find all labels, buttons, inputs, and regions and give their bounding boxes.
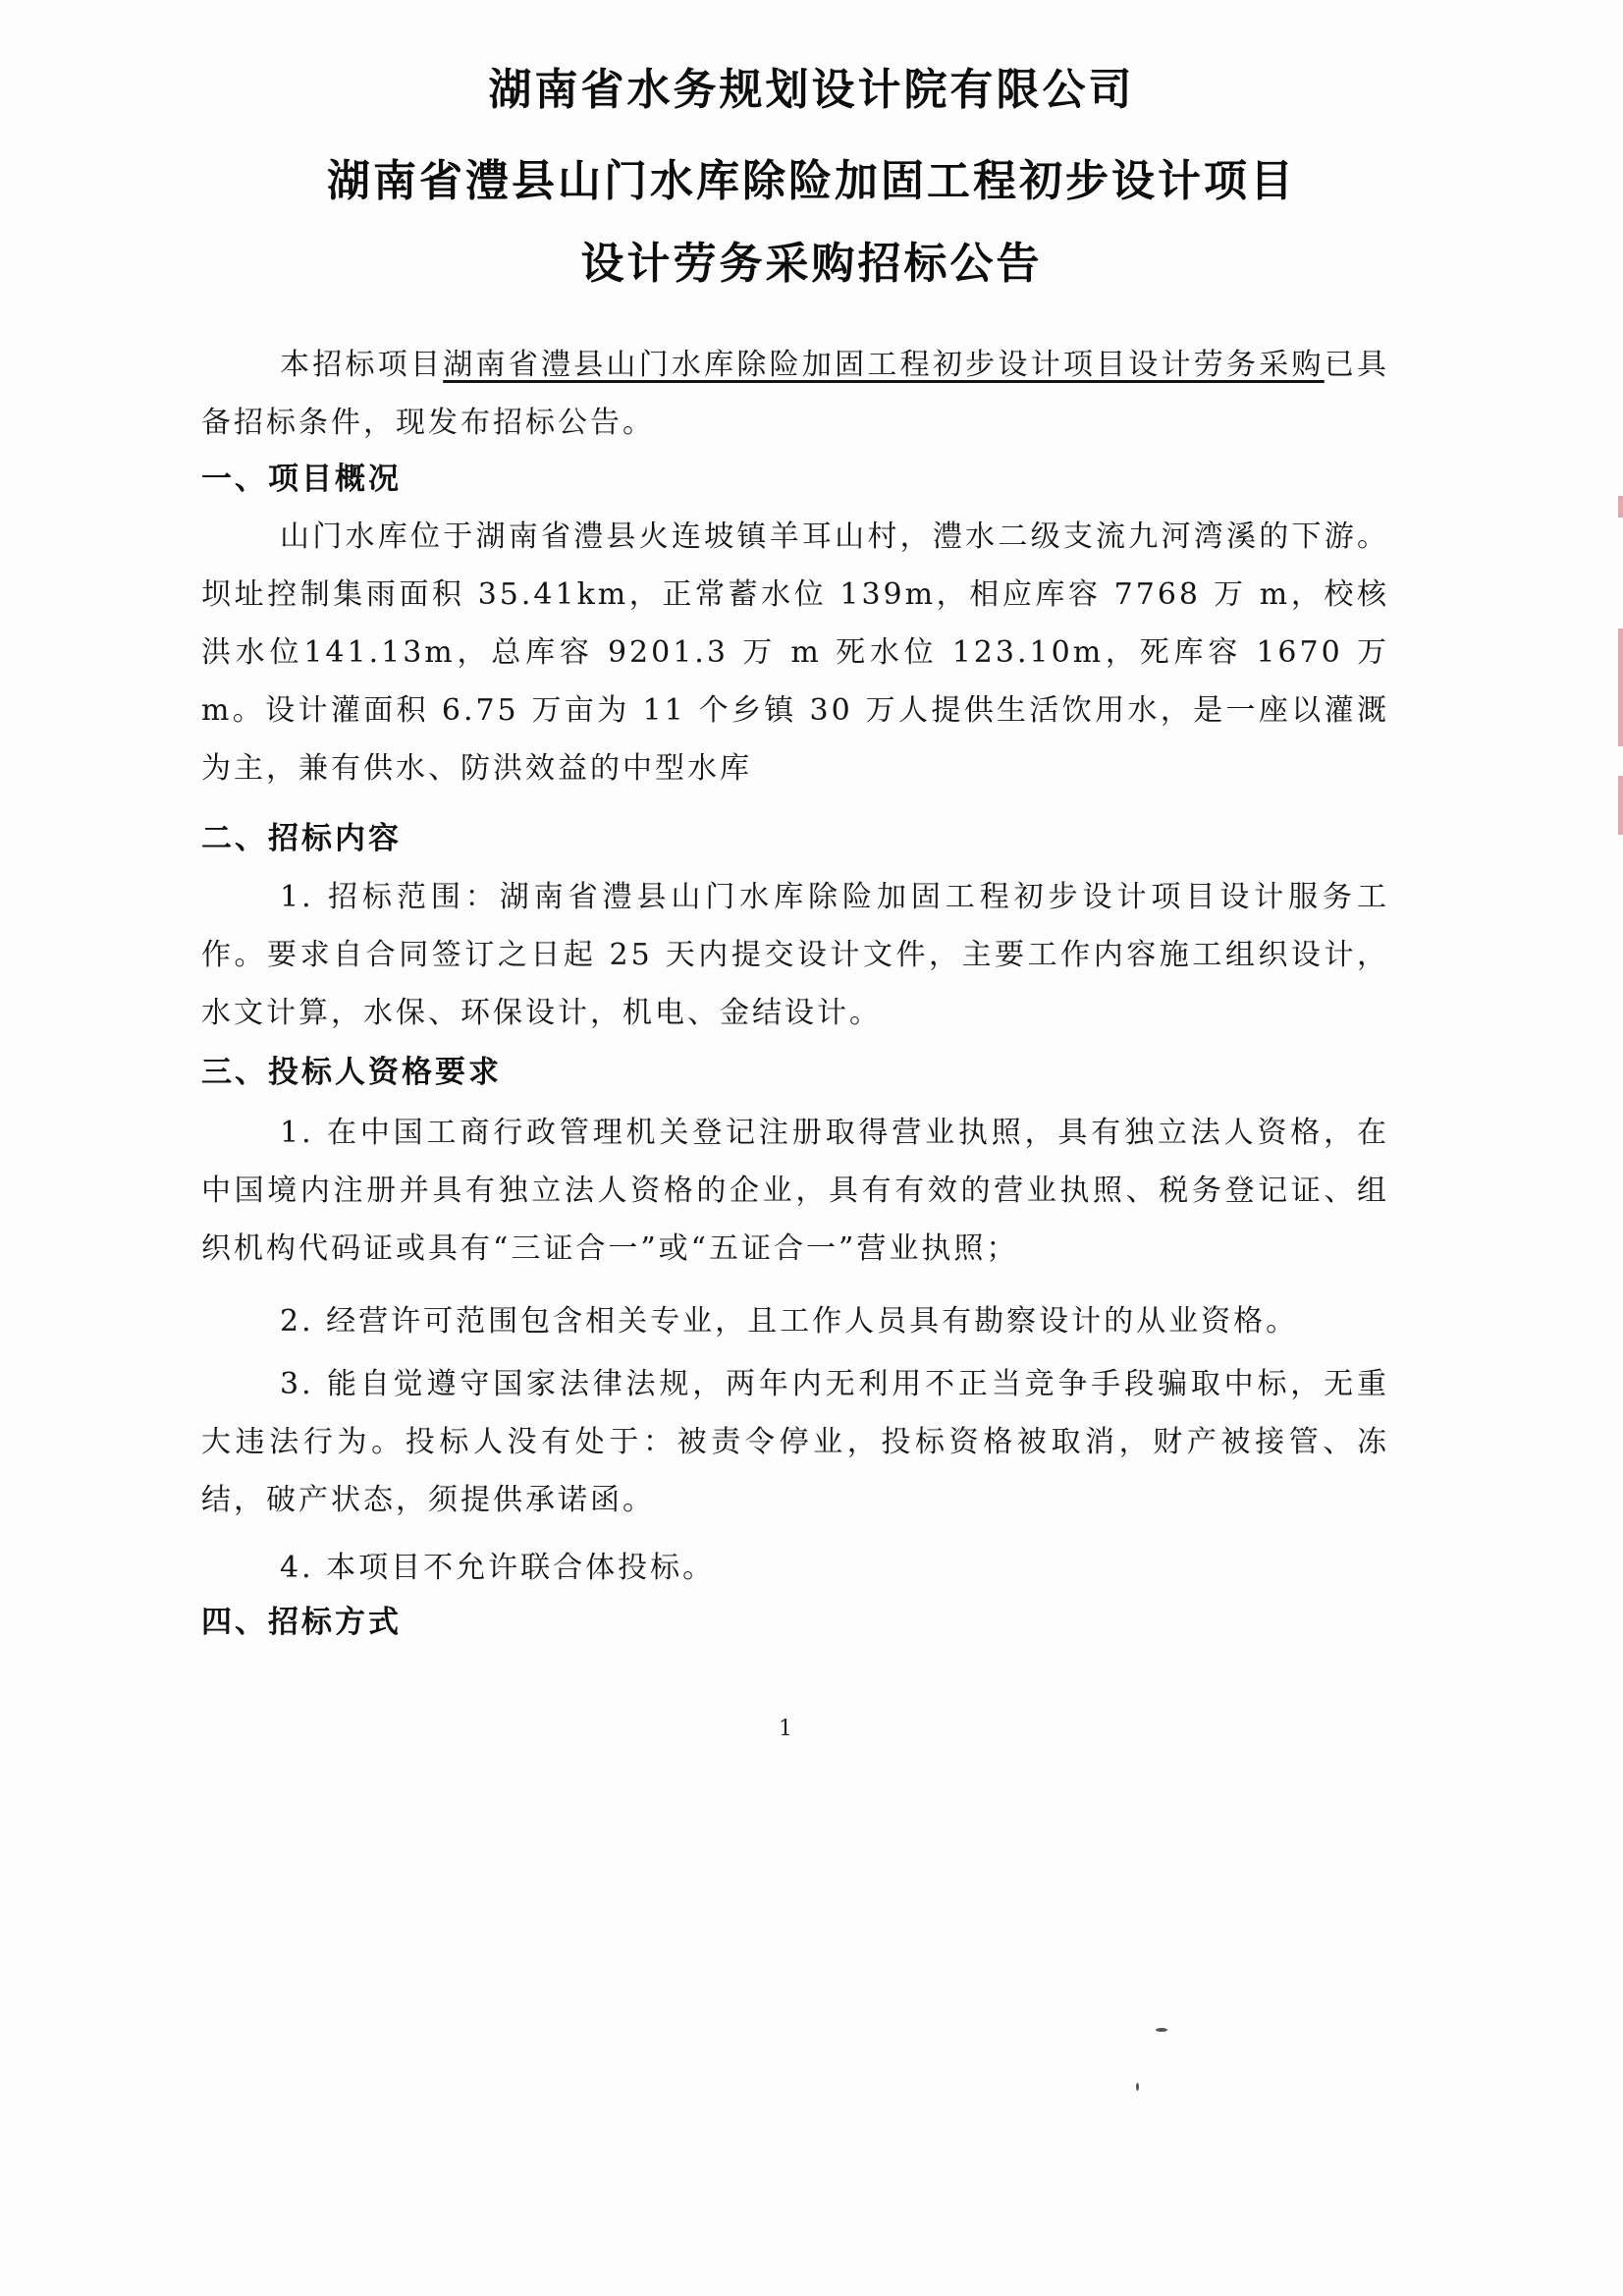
intro-paragraph: [201, 336, 1389, 452]
company-title: 湖南省水务规划设计院有限公司: [488, 65, 1135, 115]
section3-item2: 2. 经营许可范围包含相关专业，且工作人员具有勘察设计的从业资格。: [280, 1304, 1299, 1339]
scan-speck: [1156, 2028, 1167, 2032]
notice-title: 设计劳务采购招标公告: [580, 239, 1043, 289]
page-number: 1: [779, 1717, 792, 1741]
section3-item1: 1. 在中国工商行政管理机关登记注册取得营业执照，具有独立法人资格，在中国境内注册并具有独立法人资格的企业，具有有效的营业执照、税务登记证、组织机构代码证或具有“三证合一”或“五证合一”营业执照；: [201, 1116, 1389, 1266]
section3-item4: 4. 本项目不允许联合体投标。: [280, 1551, 716, 1585]
section3-heading: 三、投标人资格要求: [201, 1055, 502, 1090]
scan-edge-mark: [1618, 496, 1623, 518]
project-title: 湖南省澧县山门水库除险加固工程初步设计项目: [327, 156, 1296, 206]
section1-body: 山门水库位于湖南省澧县火连坡镇羊耳山村，澧水二级支流九河湾溪的下游。坝址控制集雨面积 35.41km，正常蓄水位 139m，相应库容 7768 万 m，校核洪水位141.13m，总库容 9201.3 万 m 死水位 123.10m，死库容 1670 万 m。设计灌面积 6.75 万亩为 11 个乡镇 30 万人提供生活饮用水，是一座以灌溉为主，兼有供水、防洪效益的中型水库: [201, 519, 1389, 786]
section2-heading: 二、招标内容: [201, 821, 402, 856]
scan-speck: [1136, 2083, 1139, 2091]
intro-suffix: 已具备招标条件，现发布招标公告。: [201, 348, 1390, 440]
intro-prefix: 本招标项目: [280, 348, 444, 382]
section2-item1: 1. 招标范围：湖南省澧县山门水库除险加固工程初步设计项目设计服务工作。要求自合同签订之日起 25 天内提交设计文件，主要工作内容施工组织设计，水文计算，水保、环保设计，机电、金结设计。: [201, 880, 1389, 1030]
section4-heading: 四、招标方式: [201, 1605, 402, 1640]
scan-edge-mark: [1618, 629, 1623, 746]
scan-edge-mark: [1618, 776, 1623, 835]
section1-heading: 一、项目概况: [201, 462, 402, 497]
section3-item3: 3. 能自觉遵守国家法律法规，两年内无利用不正当竞争手段骗取中标，无重大违法行为。投标人没有处于：被责令停业，投标资格被取消，财产被接管、冻结，破产状态，须提供承诺函。: [201, 1367, 1389, 1517]
intro-project-name: 湖南省澧县山门水库除险加固工程初步设计项目设计劳务采购: [443, 348, 1325, 382]
